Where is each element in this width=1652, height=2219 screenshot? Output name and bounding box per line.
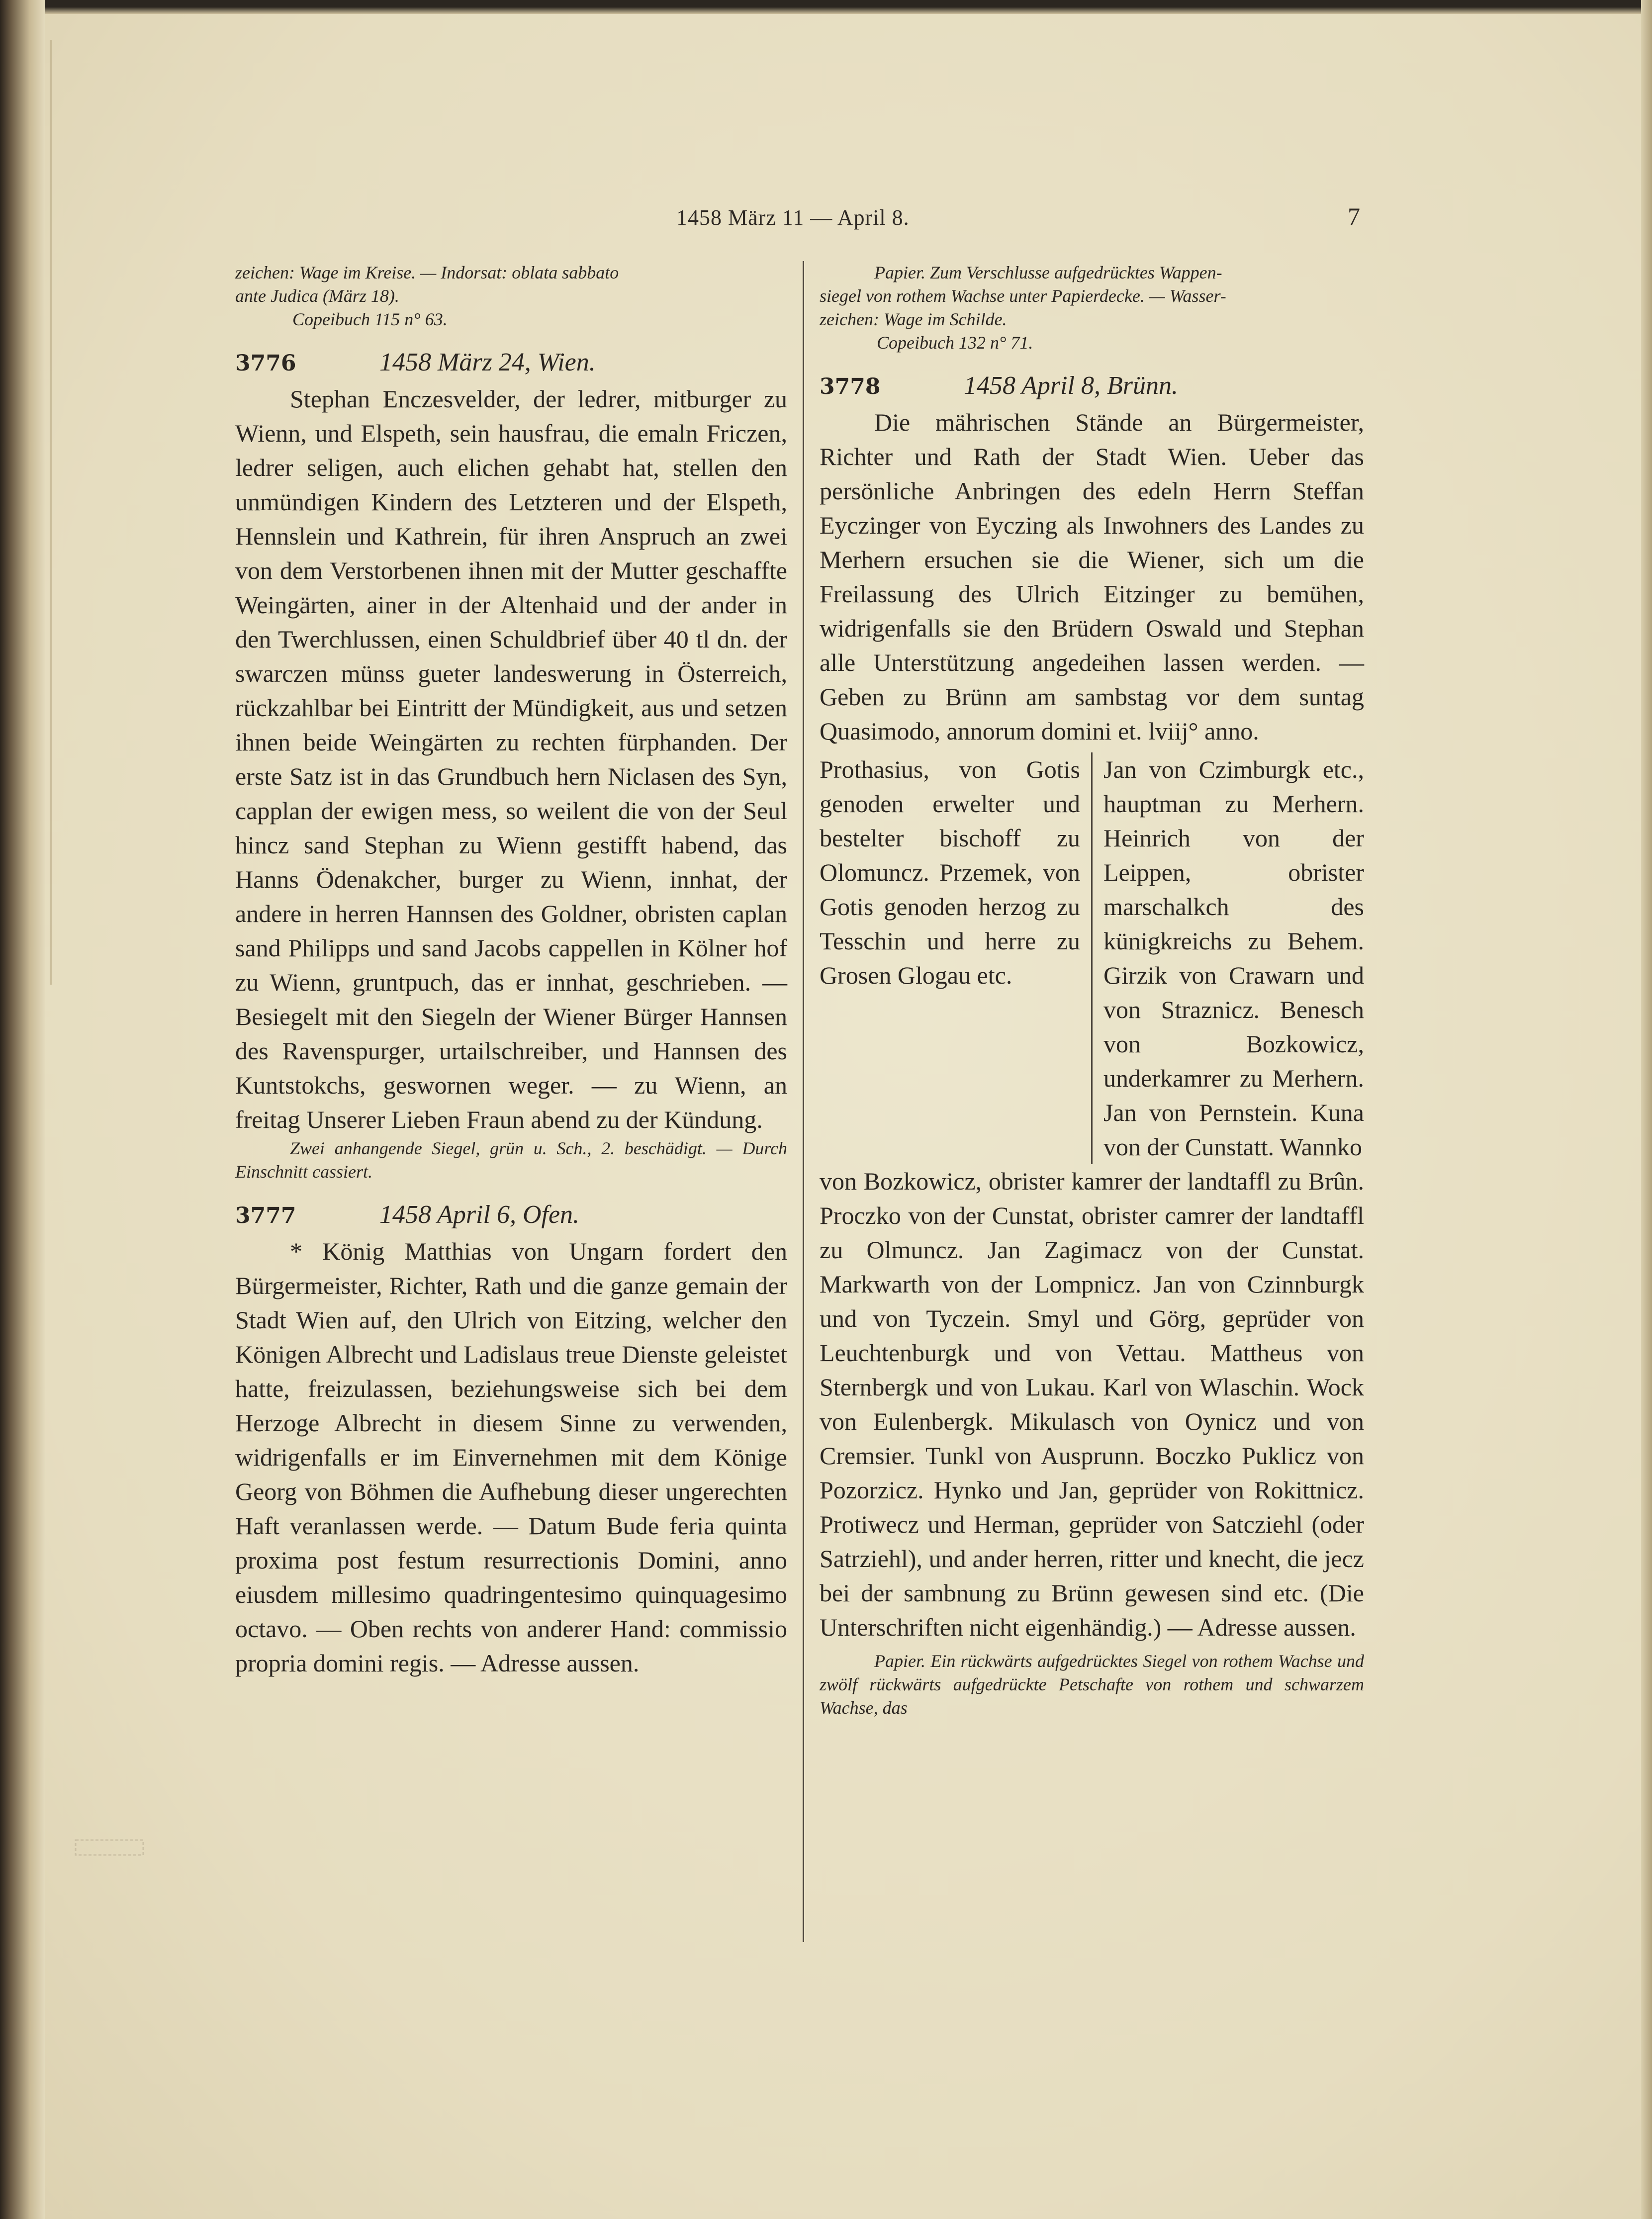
entry-text-3776: Stephan Enczesvelder, der ledrer, mitburger zu Wienn, und Elspeth, sein hausfrau, die emaln Friczen, ledrer seligen, auch elichen gehabt hat, stellen den unmündigen Kindern des Letzteren und der Elspeth, Hennslein und Kathrein, für ihren Anspruch an zwei von dem Verstorbenen ihnen mit der Mutter geschaffte Weingärten, ainer in der Altenhaid und der ander in den Twerchlussen, einen Schuldbrief über 40 tl dn. der swarczen münss gueter landeswerung in Österreich, rückzahlbar bei Eintritt der Mündigkeit, aus und setzen ihnen beide Weingärten zu rechten fürphanden. Der erste Satz ist in das Grundbuch hern Niclasen des Syn, capplan der ewigen mess, so weilent die von der Seul hincz sand Stephan zu Wienn gestifft habend, das Hanns Ödenakcher, burger zu Wienn, innhat, der andere in herren Hannsen des Goldner, obristen caplan sand Philipps und sand Jacobs cappellen in Kölner hof zu Wienn, gruntpuch, das er innhat, geschrieben. — Besiegelt mit den Siegeln der Wiener Bürger Hannsen des Ravenspurger, urtailschreiber, und Hannsen des Kuntstokchs, geswornen weger. — zu Wienn, an freitag Unserer Lieben Fraun abend zu der Kündung.	[235, 385, 787, 1133]
entry-text-3777: * König Matthias von Ungarn fordert den Bürgermeister, Richter, Rath und die ganze gemain der Stadt Wien auf, den Ulrich von Eitzing, welcher den Königen Albrecht und Ladislaus treue Dienste geleistet hatte, freizulassen, beziehungsweise sich bei dem Herzoge Albrecht in diesem Sinne zu verwenden, widrigenfalls er im Einvernehmen mit dem Könige Georg von Böhmen die Aufhebung dieser ungerechten Haft veranlassen werde. — Datum Bude feria quinta proxima post festum resurrectionis Domini, anno eiusdem millesimo quadringentesimo quinquagesimo octavo. — Oben rechts von anderer Hand: commissio propria domini regis. — Adresse aussen.	[235, 1237, 787, 1677]
signatories-text: Prothasius, von Gotis genoden erwelter und bestelter bischoff zu Olomuncz. Przemek, von Gotis genoden herzog zu Tesschin und herre zu Grosen Glogau etc.	[820, 755, 1080, 989]
entry-note-3776: Zwei anhangende Siegel, grün u. Sch., 2. beschädigt. — Durch Einschnitt cassiert.	[235, 1138, 787, 1182]
page-number: 7	[1348, 202, 1360, 230]
page-top-edge	[0, 0, 1652, 14]
carryover-note-line: zeichen: Wage im Kreise. — Indorsat: oblata sabbato	[235, 263, 619, 282]
entry-note-3778: Papier. Ein rückwärts aufgedrücktes Siegel von rothem Wachse und zwölf rückwärts aufgedrückte Petschafte von rothem und schwarzem Wachse, das	[820, 1651, 1364, 1718]
faint-stamp-mark	[75, 1835, 144, 1860]
entry-heading-3776	[235, 345, 787, 381]
running-head	[0, 202, 1652, 240]
entry-heading-3778	[820, 369, 1364, 404]
entry-date: 1458 April 8, Brünn.	[964, 371, 1178, 400]
signatories-right	[1091, 752, 1364, 1164]
carryover-note-line: ante Judica (März 18).	[235, 286, 399, 306]
carryover-note-line: Papier. Zum Verschlusse aufgedrücktes Wappen-	[874, 263, 1222, 282]
entry-number: 3778	[820, 374, 881, 399]
copeibuch-reference: Copeibuch 115 n° 63.	[292, 309, 448, 329]
entry-number: 3776	[235, 351, 296, 376]
right-column	[820, 261, 1364, 1720]
left-column	[235, 261, 787, 1680]
signatories-block	[820, 752, 1364, 1164]
entry-date: 1458 April 6, Ofen.	[379, 1201, 580, 1229]
page-right-edge	[1641, 0, 1652, 2219]
carryover-note-line: siegel von rothem Wachse unter Papierdecke. — Wasser-	[820, 286, 1226, 306]
column-divider	[803, 261, 804, 1942]
entry-number: 3777	[235, 1203, 296, 1228]
copeibuch-reference: Copeibuch 132 n° 71.	[877, 333, 1033, 353]
carryover-note-line: zeichen: Wage im Schilde.	[820, 309, 1007, 329]
signatories-continuation: von Bozkowicz, obrister kamrer der landtaffl zu Brûn. Proczko von der Cunstat, obrister camrer der landtaffl zu Olmuncz. Jan Zagimacz von der Cunstat. Markwarth von der Lompnicz. Jan von Czinnburgk und von Tyczein. Smyl und Görg, geprüder von Leuchtenburgk und von Vettau. Mattheus von Sternbergk und von Lukau. Karl von Wlaschin. Wock von Eulenbergk. Mikulasch von Oynicz und von Cremsier. Tunkl von Ausprunn. Boczko Puklicz von Pozorzicz. Hynko und Jan, geprüder von Rokittnicz. Protiwecz und Herman, geprüder von Satcziehl (oder Satrziehl), und ander herren, ritter und knecht, die jecz bei der sambnung zu Brünn gewesen sind etc. (Die Unterschriften nicht eigenhändig.) — Adresse aussen.	[820, 1167, 1364, 1641]
fold-line	[50, 40, 52, 985]
page-binding-edge	[0, 0, 45, 2219]
entry-text-3778: Die mährischen Stände an Bürgermeister, Richter und Rath der Stadt Wien. Ueber das persönliche Anbringen des edeln Herrn Steffan Eyczinger von Eyczing als Inwohners des Landes zu Merhern ersuchen sie die Wiener, sich um die Freilassung des Ulrich Eitzinger zu bemühen, widrigenfalls sie den Brüdern Oswald und Stephan alle Unterstützung angedeihen lassen werden. — Geben zu Brünn am sambstag vor dem suntag Quasimodo, annorum domini et. lviij° anno.	[820, 408, 1364, 745]
entry-heading-3777	[235, 1198, 787, 1233]
running-head-dates: 1458 März 11 — April 8.	[676, 205, 910, 230]
signatories-left	[820, 752, 1091, 1164]
signatories-text: Jan von Czimburgk etc., hauptman zu Merhern. Heinrich von der Leippen, obrister marschalkch des künigkreichs zu Behem. Girzik von Crawarn und von Straznicz. Benesch von Bozkowicz, underkamrer zu Merhern. Jan von Pernstein. Kuna von der Cunstatt. Wannko	[1103, 755, 1364, 1161]
entry-date: 1458 März 24, Wien.	[379, 348, 596, 376]
